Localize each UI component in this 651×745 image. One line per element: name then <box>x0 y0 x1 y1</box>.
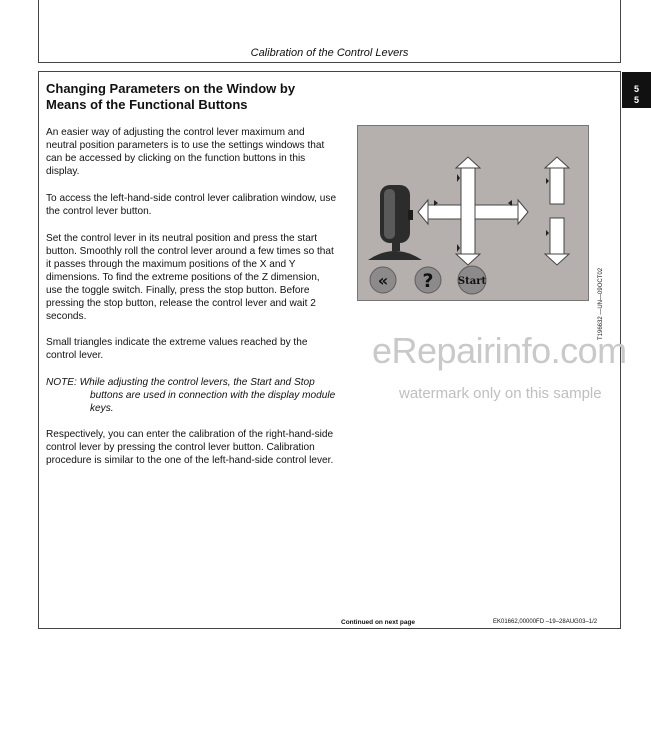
xy-cross-arrows <box>418 157 528 265</box>
paragraph-access: To access the left-hand-side control lever calibration window, use the control lever button. <box>46 193 337 217</box>
paragraph-intro: An easier way of adjusting the control lever maximum and neutral position parameters is to use the settings windows that can be accessed by clicking on the function buttons in this display. <box>46 127 325 177</box>
section-tab-line-2: 5 <box>633 95 639 105</box>
watermark-sub: watermark only on this sample <box>399 385 602 402</box>
back-button-glyph: « <box>377 271 389 290</box>
continued-note: Continued on next page <box>341 619 416 626</box>
figure-id: T196632 —UN—09OCT02 <box>598 267 604 340</box>
help-button[interactable] <box>415 267 441 293</box>
paragraph-right-lever: Respectively, you can enter the calibration of the right-hand-side control lever by pressing the control lever button. Calibration procedure is similar to the one of the left-hand-side control lever. <box>46 429 334 466</box>
calibration-screen-figure <box>357 125 589 301</box>
section-tab <box>622 72 651 108</box>
note-text: NOTE: While adjusting the control levers, the Start and Stop buttons are used in connection with the display module keys. <box>46 377 336 414</box>
page-header-title: Calibration of the Control Levers <box>250 47 409 59</box>
paragraph-procedure: Set the control lever in its neutral position and press the start button. Smoothly roll the control lever around a few times so that it passes through the maximum positions of the X and Y dimensions. To find the extreme positions of the Z dimension, use the toggle switch. Finally, press the stop button. Before pressing the stop button, release the control lever and wait 2 seconds. <box>46 233 334 322</box>
watermark-main: eRepairinfo.com <box>372 330 627 371</box>
z-axis-arrows <box>545 157 569 265</box>
document-code: EK01662,00000FD –19–28AUG03–1/2 <box>493 619 598 625</box>
calibration-screen-illustration <box>358 126 590 302</box>
control-lever-icon <box>368 185 422 260</box>
paragraph-triangles: Small triangles indicate the extreme values reached by the control lever. <box>46 337 308 361</box>
help-button-glyph: ? <box>422 270 434 292</box>
section-heading: Changing Parameters on the Window by Means of the Functional Buttons <box>46 81 296 112</box>
start-button-label: Start <box>457 276 487 287</box>
back-button[interactable] <box>370 267 396 293</box>
figure-id-container <box>598 240 612 340</box>
start-button[interactable] <box>458 266 487 294</box>
section-tab-line-1: 5 <box>633 84 639 94</box>
z-extreme-triangles <box>546 178 549 236</box>
header-divider <box>38 62 621 63</box>
